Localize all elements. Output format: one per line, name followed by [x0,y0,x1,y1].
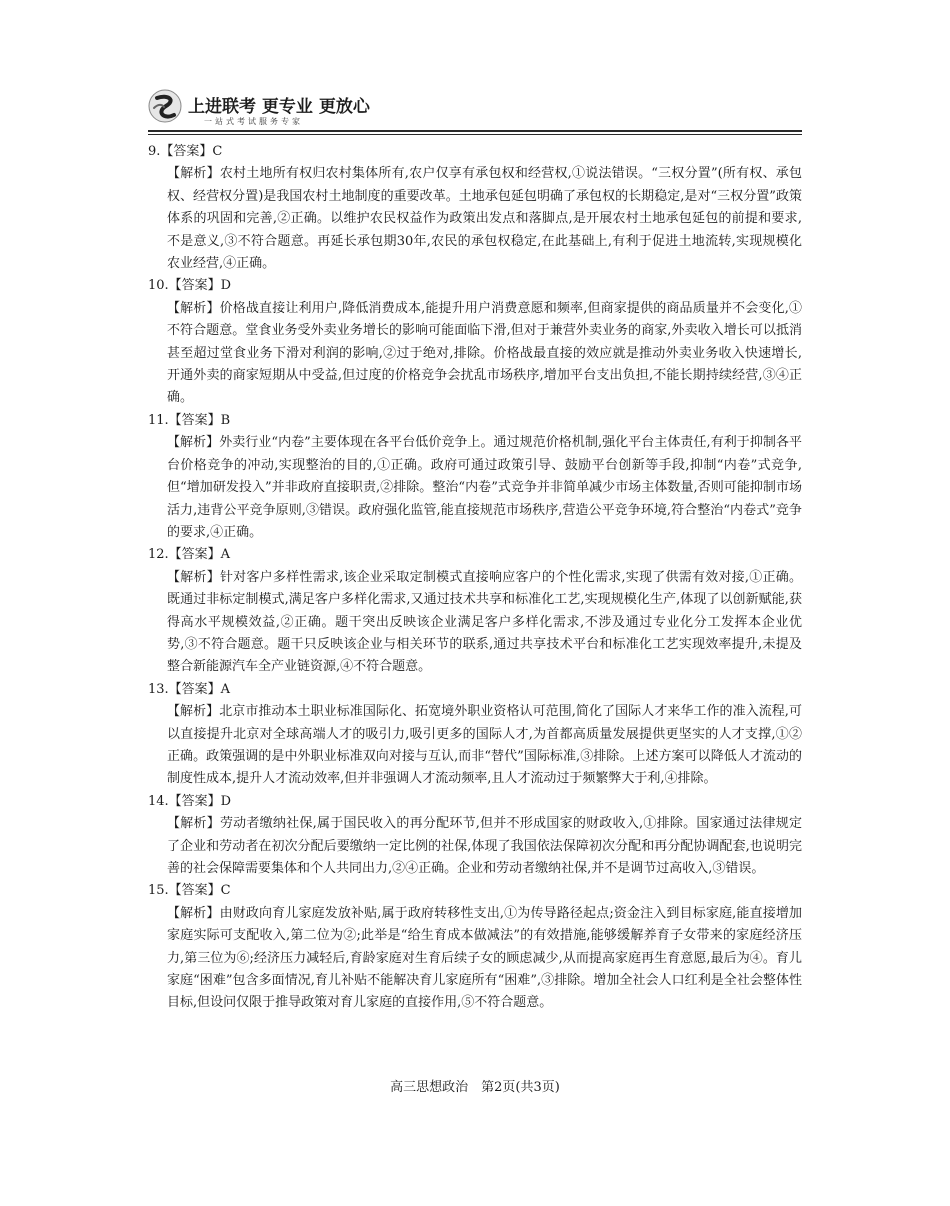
explanation-paragraph: 【解析】外卖行业“内卷”主要体现在各平台低价竞争上。通过规范价格机制,强化平台主体责任,有利于抑制各平台价格竞争的冲动,实现整治的目的,①正确。政府可通过政策引导、鼓励平台创新等手段,抑制“内卷”式竞争,但“增加研发投入”并非政府直接职责,②排除。整治“内卷”式竞争并非简单减少市场主体数量,否则可能抑制市场活力,违背公平竞争原则,③错误。政府强化监管,能直接规范市场秩序,营造公平竞争环境,符合整治“内卷式”竞争的要求,④正确。 [167,435,802,540]
answer-line: 15.【答案】C [148,883,231,899]
question-block-9 [148,141,802,275]
answer-line: 13.【答案】A [148,681,231,697]
question-block-13 [148,679,802,791]
brand-slogan: 上进联考 更专业 更放心 [188,97,370,117]
page-footer: 高三思想政治 第2页(共3页) [390,1080,560,1095]
explanation-paragraph: 【解析】针对客户多样性需求,该企业采取定制模式直接响应客户的个性化需求,实现了供需有效对接,①正确。既通过非标定制模式,满足客户多样化需求,又通过技术共享和标准化工艺,实现规模化生产,体现了以创新赋能,获得高水平规模效益,②正确。题干突出反映该企业满足客户多样化需求,不涉及通过专业化分工发挥本企业优势,③不符合题意。题干只反映该企业与相关环节的联系,通过共享技术平台和标准化工艺实现效率提升,未提及整合新能源汽车全产业链资源,④不符合题意。 [167,569,802,675]
header-rule-thin [148,134,802,135]
explanation-paragraph: 【解析】北京市推动本土职业标准国际化、拓宽境外职业资格认可范围,简化了国际人才来华工作的准入流程,可以直接提升北京对全球高端人才的吸引力,吸引更多的国际人才,为首都高质量发展提供更坚实的人才支撑,①②正确。政策强调的是中外职业标准双向对接与互认,而非“替代”国际标准,③排除。上述方案可以降低人才流动的制度性成本,提升人才流动效率,但并非强调人才流动频率,且人才流动过于频繁弊大于利,④排除。 [167,704,802,787]
answer-line: 12.【答案】A [148,547,231,563]
page-header [148,86,802,132]
explanation-paragraph: 【解析】劳动者缴纳社保,属于国民收入的再分配环节,但并不形成国家的财政收入,①排除。国家通过法律规定了企业和劳动者在初次分配后要缴纳一定比例的社保,体现了我国依法保障初次分配和再分配协调配套,也说明完善的社会保障需要集体和个人共同出力,②④正确。企业和劳动者缴纳社保,并不是调节过高收入,③错误。 [167,816,802,876]
brand-subslogan: 一站式考试服务专家 [204,117,303,126]
question-block-12 [148,544,802,678]
question-block-14 [148,791,802,881]
question-block-10 [148,275,802,409]
answer-line: 11.【答案】B [148,412,231,428]
answer-line: 10.【答案】D [148,278,232,294]
explanation-paragraph: 【解析】由财政向育儿家庭发放补贴,属于政府转移性支出,①为传导路径起点;资金注入到目标家庭,能直接增加家庭实际可支配收入,第二位为②;此举是“给生育成本做减法”的有效措施,能够缓解养育子女带来的家庭经济压力,第三位为⑥;经济压力减轻后,育龄家庭对生育后续子女的顾虑减少,从而提高家庭再生育意愿,最后为④。育儿家庭“困难”包含多面情况,育儿补贴不能解决育儿家庭所有“困难”,③排除。增加全社会人口红利是全社会整体性目标,但设问仅限于推导政策对育儿家庭的直接作用,⑤不符合题意。 [167,905,802,1011]
question-block-15 [148,880,802,1014]
question-block-11 [148,410,802,544]
explanation-paragraph: 【解析】农村土地所有权归农村集体所有,农户仅享有承包权和经营权,①说法错误。“三权分置”(所有权、承包权、经营权分置)是我国农村土地制度的重要改革。土地承包延包明确了承包权的长期稳定,是对“三权分置”政策体系的巩固和完善,②正确。以维护农民权益作为政策出发点和落脚点,是开展农村土地承包延包的前提和要求,不是意义,③不符合题意。再延长承包期30年,农民的承包权稳定,在此基础上,有利于促进土地流转,实现规模化农业经营,④正确。 [167,166,802,272]
answer-line: 14.【答案】D [148,793,232,809]
explanation-paragraph: 【解析】价格战直接让利用户,降低消费成本,能提升用户消费意愿和频率,但商家提供的商品质量并不会变化,①不符合题意。堂食业务受外卖业务增长的影响可能面临下滑,但对于兼营外卖业务的商家,外卖收入增长可以抵消甚至超过堂食业务下滑对利润的影响,②过于绝对,排除。价格战最直接的效应就是推动外卖业务收入快速增长,开通外卖的商家短期从中受益,但过度的价格竞争会扰乱市场秩序,增加平台支出负担,不能长期持续经营,③④正确。 [167,300,802,406]
answer-content [148,141,802,1015]
answer-line: 9.【答案】C [148,144,223,159]
header-rule-thick [148,130,802,132]
brand-logo-icon [148,88,182,124]
